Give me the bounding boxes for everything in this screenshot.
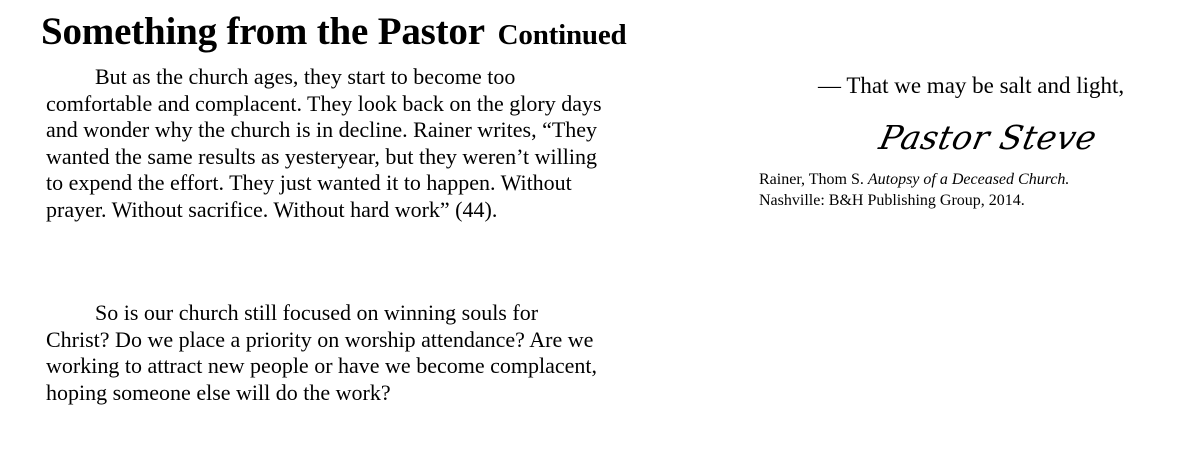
title-main: Something from the Pastor bbox=[41, 10, 485, 53]
body-paragraph-1: But as the church ages, they start to become too comfortable and complacent. They look back on the glory days and wonder why the church is in decline. Rainer writes, “They wanted the same results as yesteryear, but they weren’t willing to expend the effort. They just wanted it to happen. Without prayer. Without sacrifice. Without hard work” (44). bbox=[46, 64, 602, 222]
citation-author: Rainer, Thom S. bbox=[759, 171, 864, 188]
citation-book-title: Autopsy of a Deceased Church. bbox=[867, 171, 1070, 188]
pastor-signature: Pastor Steve bbox=[875, 118, 1101, 157]
title-continued: Continued bbox=[497, 19, 627, 51]
citation bbox=[759, 169, 1069, 211]
closing-line: — That we may be salt and light, bbox=[818, 73, 1125, 98]
body-paragraph-2: So is our church still focused on winning souls for Christ? Do we place a priority on worship attendance? Are we working to attract new people or have we become complacent, hoping someone else will do the work? bbox=[46, 300, 597, 405]
citation-publisher: Nashville: B&H Publishing Group, 2014. bbox=[759, 192, 1025, 209]
page-title bbox=[41, 8, 626, 59]
